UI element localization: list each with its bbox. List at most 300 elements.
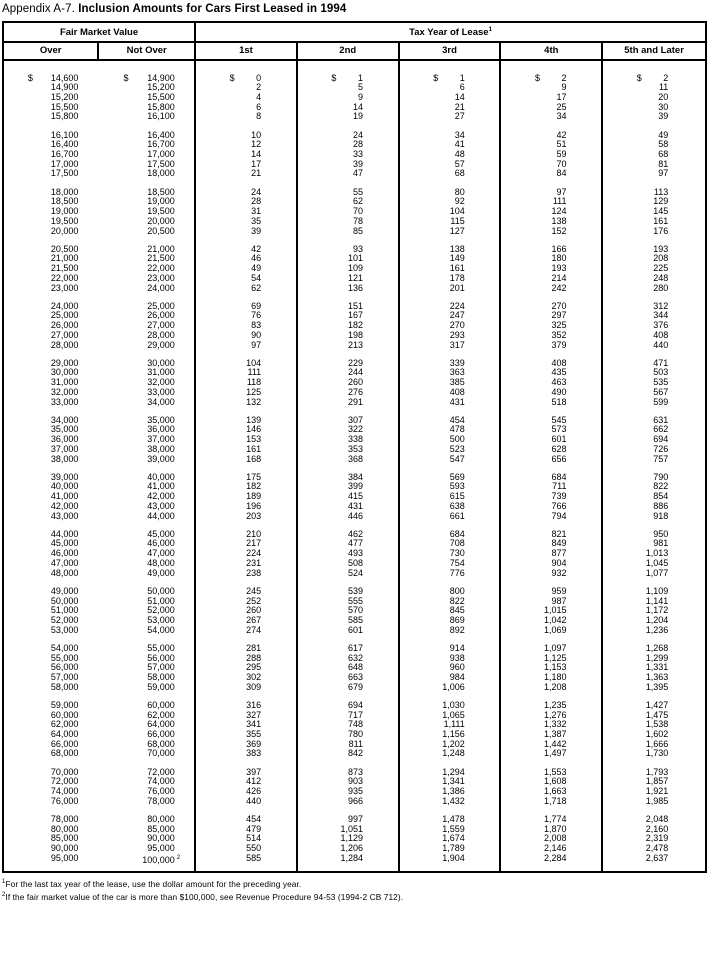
cell-year-5-value: 39	[658, 111, 669, 122]
cell-year-1-value: 210	[246, 528, 262, 539]
cell-year-4-value: 379	[551, 339, 567, 350]
cell-year-1	[196, 398, 298, 408]
cell-year-5	[603, 140, 705, 150]
cell-year-2-value: 1,284	[340, 852, 363, 863]
cell-year-4-value: 2,146	[544, 842, 567, 853]
cell-year-1-value: 316	[246, 699, 262, 710]
cell-year-2-value: 694	[347, 699, 363, 710]
cell-year-5-value: 1,666	[645, 738, 669, 749]
cell-year-4	[501, 74, 603, 84]
cell-year-1-value: 355	[246, 728, 262, 739]
cell-year-3-value: 138	[449, 243, 465, 254]
cell-over	[4, 626, 99, 636]
cell-year-5-value: 280	[653, 282, 669, 293]
cell-year-2-value: 121	[347, 272, 363, 283]
cell-over-value: 80,000	[50, 823, 79, 834]
cell-year-2	[298, 797, 400, 807]
cell-year-5-value: 440	[653, 339, 669, 350]
cell-year-3-value: 57	[454, 158, 465, 169]
cell-year-2-value: 109	[347, 263, 363, 274]
cell-year-1	[196, 626, 298, 636]
cell-year-1	[196, 274, 298, 284]
cell-year-4	[501, 341, 603, 351]
cell-year-5-value: 20	[658, 92, 669, 103]
cell-over	[4, 749, 99, 759]
cell-year-2-value: 717	[347, 709, 363, 720]
cell-year-1-value: 341	[246, 719, 262, 730]
cell-year-3-value: 92	[454, 196, 465, 207]
cell-year-2-value: 33	[352, 149, 363, 160]
cell-over	[4, 169, 99, 179]
cell-not-over-value: 46,000	[147, 538, 175, 549]
cell-year-4-value: 711	[552, 481, 567, 492]
header-year-3: 3rd	[400, 43, 502, 59]
cell-year-4-value: 408	[551, 357, 567, 368]
cell-year-5	[603, 854, 705, 866]
cell-year-4	[501, 227, 603, 237]
cell-year-1-value: 42	[251, 243, 262, 254]
row-group	[4, 245, 705, 294]
cell-year-1	[196, 284, 298, 294]
cell-year-1-value: 39	[251, 225, 262, 236]
cell-year-3-value: 127	[449, 225, 465, 236]
cell-year-5-value: 161	[653, 215, 669, 226]
cell-not-over-value: 42,000	[147, 491, 175, 502]
cell-over-value: 59,000	[50, 699, 79, 710]
cell-year-2-value: 47	[352, 168, 363, 179]
cell-over-value: 14,900	[50, 82, 79, 93]
cell-year-2-value: 555	[347, 595, 363, 606]
cell-year-5	[603, 112, 705, 122]
cell-year-5	[603, 749, 705, 759]
cell-year-3-value: 1,248	[442, 748, 465, 759]
cell-over-value: 38,000	[50, 453, 79, 464]
table-row	[4, 169, 705, 179]
table-row	[4, 398, 705, 408]
cell-over-value: 16,400	[50, 139, 79, 150]
cell-over-value: 72,000	[50, 776, 79, 787]
cell-year-5	[603, 150, 705, 160]
cell-year-4-value: 490	[551, 386, 567, 397]
cell-year-2-value: 151	[347, 300, 363, 311]
cell-year-5-value: 1,268	[645, 642, 669, 653]
cell-over	[4, 797, 99, 807]
cell-year-1-value: 224	[246, 548, 262, 559]
cell-over-value: 18,000	[50, 186, 79, 197]
cell-over-value: 17,000	[50, 158, 79, 169]
cell-year-3-value: 1,432	[442, 795, 465, 806]
cell-year-2-value: 648	[347, 662, 363, 673]
cell-year-4-value: 932	[551, 567, 567, 578]
cell-over-value: 53,000	[50, 624, 79, 635]
cell-year-4	[501, 103, 603, 113]
cell-year-2-value: 462	[347, 528, 363, 539]
cell-over	[4, 341, 99, 351]
cell-year-5-value: 376	[653, 320, 669, 331]
cell-year-1-value: 217	[246, 538, 262, 549]
cell-year-1	[196, 112, 298, 122]
cell-over	[4, 569, 99, 579]
cell-year-1	[196, 74, 298, 84]
cell-year-1-value: 281	[246, 642, 262, 653]
cell-not-over-value: 48,000	[147, 557, 175, 568]
cell-over-value: 27,000	[50, 329, 79, 340]
header-year-1: 1st	[196, 43, 298, 59]
cell-year-1-value: 8	[256, 111, 262, 122]
row-group	[4, 768, 705, 807]
cell-not-over-value: 15,200	[147, 82, 175, 93]
cell-year-4-value: 628	[551, 443, 567, 454]
cell-year-5-value: 854	[653, 491, 669, 502]
cell-year-3-value: 661	[449, 510, 465, 521]
cell-year-2-value: 322	[347, 424, 363, 435]
cell-year-5-value: 726	[653, 443, 669, 454]
cell-year-2-value: 19	[352, 111, 363, 122]
cell-over-value: 30,000	[50, 367, 79, 378]
cell-year-1	[196, 683, 298, 693]
cell-not-over-value: 17,500	[147, 158, 175, 169]
cell-year-5	[603, 341, 705, 351]
cell-year-1-value: 125	[246, 386, 262, 397]
cell-year-3	[400, 150, 502, 160]
cell-year-5	[603, 74, 705, 84]
cell-not-over-value: 16,700	[147, 139, 175, 150]
cell-year-5-value: 193	[653, 243, 669, 254]
cell-year-4	[501, 626, 603, 636]
cell-not-over	[99, 169, 196, 179]
cell-year-2-value: 182	[347, 320, 363, 331]
cell-year-2-value: 903	[347, 776, 363, 787]
table-row	[4, 112, 705, 122]
cell-over-value: 26,000	[50, 320, 79, 331]
cell-year-2	[298, 455, 400, 465]
cell-over-value: 54,000	[50, 642, 79, 653]
cell-year-5-value: 1,363	[645, 671, 669, 682]
cell-year-1-value: 146	[246, 424, 262, 435]
cell-year-5-value: 567	[653, 386, 669, 397]
cell-year-3-value: 161	[449, 263, 465, 274]
cell-over-value: 50,000	[50, 595, 79, 606]
cell-year-4-value: 51	[556, 139, 567, 150]
cell-year-5-value: 58	[658, 139, 669, 150]
cell-over-value: 21,000	[50, 253, 79, 264]
currency-symbol: $	[123, 72, 129, 83]
cell-year-4-value: 2,008	[544, 833, 567, 844]
cell-year-2-value: 935	[347, 785, 363, 796]
cell-not-over-value: 43,000	[147, 500, 175, 511]
cell-year-5-value: 113	[653, 186, 669, 197]
cell-not-over-value: 64,000	[147, 719, 175, 730]
cell-year-1-value: 369	[246, 738, 262, 749]
cell-not-over-value: 33,000	[147, 386, 175, 397]
cell-year-3	[400, 854, 502, 866]
table-body	[4, 61, 705, 871]
cell-not-over-value: 72,000	[147, 766, 175, 777]
table-row	[4, 749, 705, 759]
cell-year-1-value: 440	[246, 795, 262, 806]
cell-year-3	[400, 398, 502, 408]
cell-over	[4, 284, 99, 294]
cell-year-5-value: 1,395	[645, 681, 669, 692]
cell-year-5-value: 1,172	[645, 605, 669, 616]
cell-year-1-value: 309	[246, 681, 262, 692]
cell-year-3-value: 1,386	[442, 785, 465, 796]
cell-year-1-value: 231	[246, 557, 262, 568]
cell-year-1-value: 49	[251, 263, 262, 274]
cell-year-1	[196, 311, 298, 321]
cell-year-2	[298, 103, 400, 113]
header-year-4: 4th	[501, 43, 603, 59]
cell-year-1-value: 14	[251, 149, 262, 160]
header-year-2: 2nd	[298, 43, 400, 59]
cell-year-1-value: 585	[246, 852, 262, 863]
cell-year-2	[298, 160, 400, 170]
cell-year-3	[400, 797, 502, 807]
cell-year-2-value: 307	[347, 414, 363, 425]
cell-over-value: 52,000	[50, 614, 79, 625]
cell-year-2-value: 1,206	[340, 842, 363, 853]
cell-not-over-value: 14,900	[147, 72, 175, 83]
cell-year-1-value: 302	[246, 671, 262, 682]
cell-year-5-value: 1,793	[645, 766, 669, 777]
cell-year-4-value: 1,097	[544, 642, 567, 653]
cell-over-value: 64,000	[50, 728, 79, 739]
cell-not-over-value: 20,500	[147, 225, 175, 236]
cell-not-over-value: 66,000	[147, 728, 175, 739]
cell-year-4-value: 1,153	[544, 662, 567, 673]
cell-year-4-value: 1,332	[544, 719, 567, 730]
cell-year-5-value: 248	[653, 272, 669, 283]
row-group	[4, 644, 705, 693]
cell-year-1-value: 31	[251, 206, 262, 217]
cell-year-4	[501, 93, 603, 103]
cell-year-4-value: 111	[552, 196, 567, 207]
cell-year-5	[603, 131, 705, 141]
cell-year-3-value: 478	[449, 424, 465, 435]
cell-year-3	[400, 103, 502, 113]
cell-year-1-value: 295	[246, 662, 262, 673]
cell-not-over-value: 80,000	[147, 813, 175, 824]
cell-year-3-value: 80	[454, 186, 465, 197]
cell-year-5-value: 2,478	[645, 842, 669, 853]
cell-not-over-value: 76,000	[147, 785, 175, 796]
cell-not-over	[99, 341, 196, 351]
row-group	[4, 416, 705, 465]
cell-year-2	[298, 341, 400, 351]
cell-year-2-value: 213	[347, 339, 363, 350]
table-row	[4, 455, 705, 465]
cell-not-over-value: 53,000	[147, 614, 175, 625]
cell-year-5-value: 11	[658, 82, 669, 93]
cell-year-1-value: 426	[246, 785, 262, 796]
cell-not-over-value: 59,000	[147, 681, 175, 692]
cell-year-4	[501, 150, 603, 160]
cell-year-5-value: 176	[653, 225, 669, 236]
cell-year-4-value: 656	[551, 453, 567, 464]
cell-not-over-value: 21,500	[147, 253, 175, 264]
cell-year-2	[298, 207, 400, 217]
cell-year-2-value: 167	[347, 310, 363, 321]
cell-over-value: 40,000	[50, 481, 79, 492]
cell-not-over-value: 17,000	[147, 149, 175, 160]
cell-over-value: 15,200	[50, 92, 79, 103]
cell-over-value: 39,000	[50, 471, 79, 482]
cell-year-4-value: 193	[551, 263, 567, 274]
cell-year-1-value: 327	[246, 709, 262, 720]
cell-year-5-value: 1,141	[645, 595, 669, 606]
cell-year-4-value: 463	[551, 377, 567, 388]
cell-year-2-value: 585	[347, 614, 363, 625]
cell-year-1-value: 76	[251, 310, 262, 321]
cell-year-2-value: 477	[347, 538, 363, 549]
cell-year-4-value: 601	[551, 434, 567, 445]
cell-year-1	[196, 569, 298, 579]
cell-over-value: 68,000	[50, 748, 79, 759]
cell-not-over-value: 49,000	[147, 567, 175, 578]
cell-over-value: 43,000	[50, 510, 79, 521]
table-row	[4, 626, 705, 636]
cell-over-value: 70,000	[50, 766, 79, 777]
cell-year-4-value: 987	[551, 595, 567, 606]
cell-year-4-value: 1,608	[544, 776, 567, 787]
cell-year-2	[298, 112, 400, 122]
cell-over-value: 16,700	[50, 149, 79, 160]
cell-over-value: 95,000	[50, 852, 79, 863]
cell-year-4-value: 180	[551, 253, 567, 264]
cell-year-2	[298, 188, 400, 198]
cell-year-1-value: 189	[246, 491, 262, 502]
cell-year-1-value: 2	[256, 82, 262, 93]
cell-year-4-value: 270	[551, 300, 567, 311]
footnotes	[2, 873, 721, 902]
cell-not-over-value: 56,000	[147, 652, 175, 663]
cell-not-over	[99, 455, 196, 465]
cell-year-1	[196, 103, 298, 113]
cell-over	[4, 227, 99, 237]
cell-year-4-value: 545	[551, 414, 567, 425]
cell-year-1-value: 288	[246, 652, 262, 663]
cell-year-1	[196, 150, 298, 160]
cell-year-1-value: 111	[247, 367, 262, 378]
cell-year-2	[298, 683, 400, 693]
cell-year-3-value: 1,674	[442, 833, 465, 844]
cell-year-3-value: 21	[454, 101, 465, 112]
cell-year-5-value: 662	[653, 424, 669, 435]
cell-year-5-value: 129	[653, 196, 669, 207]
cell-year-3-value: 201	[449, 282, 465, 293]
cell-year-5	[603, 169, 705, 179]
cell-year-3-value: 845	[449, 605, 465, 616]
cell-year-2-value: 198	[347, 329, 363, 340]
cell-year-2-value: 101	[347, 253, 363, 264]
cell-year-3	[400, 112, 502, 122]
cell-not-over-value: 41,000	[147, 481, 175, 492]
cell-year-4	[501, 398, 603, 408]
cell-year-5-value: 2,160	[645, 823, 669, 834]
cell-year-1-value: 196	[246, 500, 262, 511]
cell-not-over-value: 47,000	[147, 548, 175, 559]
cell-year-5	[603, 683, 705, 693]
cell-year-5-value: 30	[658, 101, 669, 112]
cell-year-4-value: 84	[556, 168, 567, 179]
cell-year-3-value: 1,294	[442, 766, 465, 777]
cell-year-5	[603, 93, 705, 103]
cell-year-1	[196, 217, 298, 227]
cell-over-value: 85,000	[50, 833, 79, 844]
cell-year-5-value: 503	[653, 367, 669, 378]
footnote-1-marker: 1	[2, 879, 6, 886]
cell-year-2-value: 62	[352, 196, 363, 207]
cell-year-4-value: 684	[551, 471, 567, 482]
cell-year-3	[400, 683, 502, 693]
cell-year-3	[400, 284, 502, 294]
cell-year-3-value: 68	[454, 168, 465, 179]
cell-not-over-value: 35,000	[147, 414, 175, 425]
inclusion-table	[2, 21, 707, 873]
cell-year-3-value: 293	[449, 329, 465, 340]
cell-year-3-value: 569	[449, 471, 465, 482]
cell-year-1-value: 90	[251, 329, 262, 340]
cell-over-value: 66,000	[50, 738, 79, 749]
cell-year-2	[298, 398, 400, 408]
cell-year-4-value: 9	[561, 82, 567, 93]
cell-not-over-value: 36,000	[147, 424, 175, 435]
cell-year-2-value: 5	[357, 82, 363, 93]
cell-year-1-value: 132	[246, 396, 262, 407]
cell-not-over-value: 23,000	[147, 272, 175, 283]
cell-year-1	[196, 254, 298, 264]
cell-year-1	[196, 207, 298, 217]
cell-not-over	[99, 112, 196, 122]
table-row	[4, 227, 705, 237]
cell-year-3	[400, 749, 502, 759]
cell-year-3-value: 27	[454, 111, 465, 122]
cell-year-3-value: 776	[449, 567, 465, 578]
cell-year-3-value: 1	[459, 72, 465, 83]
cell-over-value: 22,000	[50, 272, 79, 283]
cell-year-5	[603, 83, 705, 93]
cell-year-1-value: 12	[251, 139, 262, 150]
cell-year-5-value: 81	[658, 158, 669, 169]
cell-not-over-value: 16,100	[147, 111, 175, 122]
cell-year-2-value: 524	[347, 567, 363, 578]
cell-year-5-value: 1,475	[645, 709, 669, 720]
cell-year-4-value: 34	[556, 111, 567, 122]
cell-year-4-value: 242	[551, 282, 567, 293]
cell-over-value: 51,000	[50, 605, 79, 616]
cell-year-2	[298, 74, 400, 84]
table-row	[4, 341, 705, 351]
cell-year-5-value: 694	[653, 434, 669, 445]
footnote-marker-1: 1	[488, 27, 492, 33]
cell-year-1	[196, 131, 298, 141]
cell-year-2-value: 14	[352, 101, 363, 112]
cell-year-2-value: 399	[347, 481, 363, 492]
cell-not-over-value: 57,000	[147, 662, 175, 673]
cell-year-4-value: 1,069	[544, 624, 567, 635]
cell-year-3	[400, 227, 502, 237]
cell-not-over-value: 27,000	[147, 320, 175, 331]
cell-year-1-value: 21	[251, 168, 262, 179]
cell-not-over-value: 100,000	[142, 854, 175, 865]
cell-year-1-value: 479	[246, 823, 262, 834]
cell-year-3-value: 1,559	[442, 823, 465, 834]
cell-year-1-value: 238	[246, 567, 262, 578]
cell-over-value: 34,000	[50, 414, 79, 425]
cell-year-5-value: 1,427	[645, 699, 669, 710]
cell-year-2-value: 508	[347, 557, 363, 568]
cell-not-over-value: 28,000	[147, 329, 175, 340]
